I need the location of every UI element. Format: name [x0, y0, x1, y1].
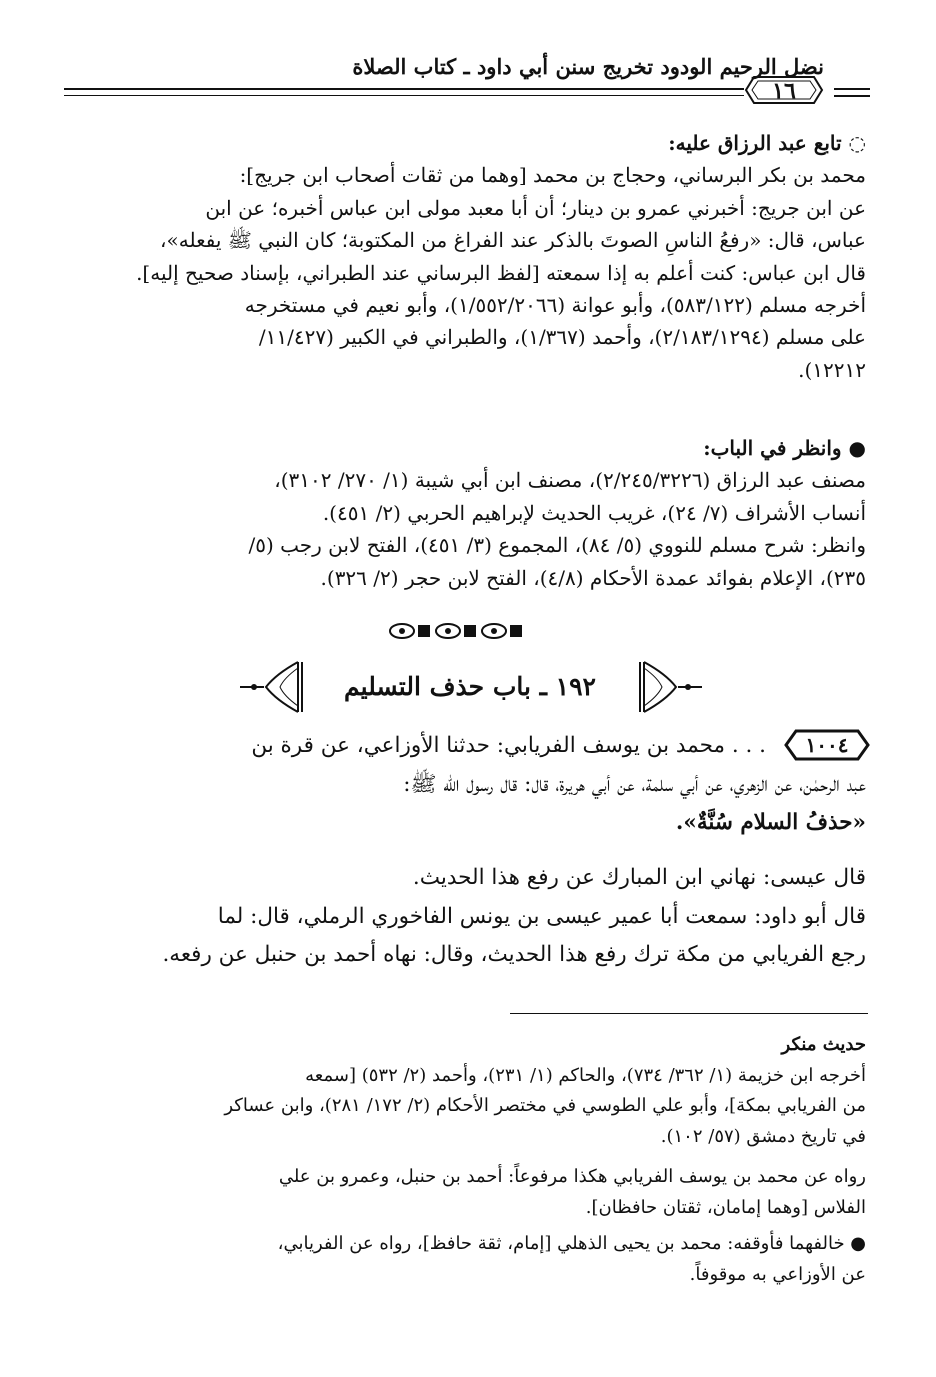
text-line: الفلاس [وهما إمامان، ثقتان حافظان]. [585, 1196, 866, 1218]
section-ornament [388, 621, 538, 641]
text-line: أخرجه مسلم (٥٨٣/١٢٢)، وأبو عوانة (١/٥٥٢/٢٠٦٦)، وأبو نعيم في مستخرجه [244, 293, 866, 318]
running-header-title: نضل الرحيم الودود تخريج سنن أبي داود ـ كتاب الصلاة [352, 54, 824, 79]
text-line: مصنف عبد الرزاق (٢/٢٤٥/٣٢٢٦)، مصنف ابن أبي شيبة (١/ ٢٧٠/ ٣١٠٢)، [274, 468, 866, 493]
hadith-number: ١٠٠٤ [805, 733, 849, 757]
see-also-block [66, 432, 866, 594]
text-line: عباس، قال: «رفعُ الناسِ الصوتَ بالذكر عند الفراغ من المكتوبة؛ كان النبي ﷺ يفعله»، [160, 228, 866, 253]
text-line: على مسلم (٢/١٨٣/١٢٩٤)، وأحمد (١/٣٦٧)، والطبراني في الكبير (١١/٤٢٧/ [258, 325, 866, 350]
text-line: قال عيسى: نهاني ابن المبارك عن رفع هذا الحديث. [412, 865, 866, 890]
text-line: ● خالفهما فأوقفه: محمد بن يحيى الذهلي [إمام، ثقة حافظ]، رواه عن الفريابي، [277, 1233, 866, 1254]
text-line: وانظر: شرح مسلم للنووي (٥/ ٨٤)، المجموع (٣/ ٤٥١)، الفتح لابن رجب (٥/ [248, 533, 866, 558]
takhrij-block-1 [66, 127, 866, 386]
footnote-rule [510, 1013, 868, 1014]
text-line: عن الأوزاعي به موقوفاً. [689, 1263, 866, 1285]
text-line: ١٢٢١٢). [798, 357, 866, 382]
text-line: . . . محمد بن يوسف الفريابي: حدثنا الأوزاعي، عن قرة بن [251, 733, 766, 758]
hadith-commentary [66, 859, 866, 975]
text-line: أخرجه ابن خزيمة (١/ ٣٦٢/ ٧٣٤)، والحاكم (١/ ٢٣١)، وأحمد (٢/ ٥٣٢) [سمعه [305, 1064, 866, 1086]
text-line: أنساب الأشراف (٧/ ٢٤)، غريب الحديث لإبراهيم الحربي (٢/ ٤٥١). [322, 500, 866, 525]
footnotes-block [66, 1030, 866, 1290]
text-line: عن ابن جريج: أخبرني عمرو بن دينار؛ أن أبا معبد مولى ابن عباس أخبره؛ عن ابن [205, 195, 866, 220]
text-line: من الفريابي بمكة]، وأبو علي الطوسي في مختصر الأحكام (٢/ ١٧٢/ ٢٨١)، وابن عساكر [224, 1095, 866, 1116]
text-line: «حذفُ السلام سُنَّةٌ». [675, 810, 866, 835]
chapter-title: ١٩٢ ـ باب حذف التسليم [344, 672, 596, 701]
text-line: ٢٣٥)، الإعلام بفوائد عمدة الأحكام (٤/٨)، الفتح لابن حجر (٢/ ٣٢٦). [320, 565, 866, 590]
header-dash-top [834, 88, 870, 90]
text-line: قال ابن عباس: كنت أعلم به إذا سمعته [لفظ البرساني عند الطبراني، بإسناد صحيح إليه]. [136, 260, 866, 285]
text-line: ● وانظر في الباب: [703, 436, 866, 460]
text-line: محمد بن بكر البرساني، وحجاج بن محمد [وهما من ثقات أصحاب ابن جريج]: [239, 163, 866, 188]
hadith-text [66, 766, 866, 843]
header-dash-bottom [834, 95, 870, 97]
text-line: ◌ تابع عبد الرزاق عليه: [668, 131, 866, 155]
text-line: عبد الرحمٰن، عن الزهري، عن أبي سلمة، عن أبي هريرة، قال: قال رسول الله ﷺ: [403, 771, 866, 797]
hadith-first-line [66, 727, 766, 766]
header-rule-thick [64, 88, 744, 90]
page-number: ١٦ [772, 78, 796, 104]
header-rule-thin [64, 95, 744, 96]
text-line: رواه عن محمد بن يوسف الفريابي هكذا مرفوعاً: أحمد بن حنبل، وعمرو بن علي [278, 1166, 866, 1187]
text-line: رجع الفريابي من مكة ترك رفع هذا الحديث، وقال: نهاه أحمد بن حنبل عن رفعه. [162, 942, 866, 967]
text-line: قال أبو داود: سمعت أبا عمير عيسى بن يونس الفاخوري الرملي، قال: لما [217, 903, 866, 929]
text-line: حديث منكر [781, 1034, 866, 1055]
text-line: في تاريخ دمشق (٥٧/ ١٠٢). [660, 1125, 866, 1147]
